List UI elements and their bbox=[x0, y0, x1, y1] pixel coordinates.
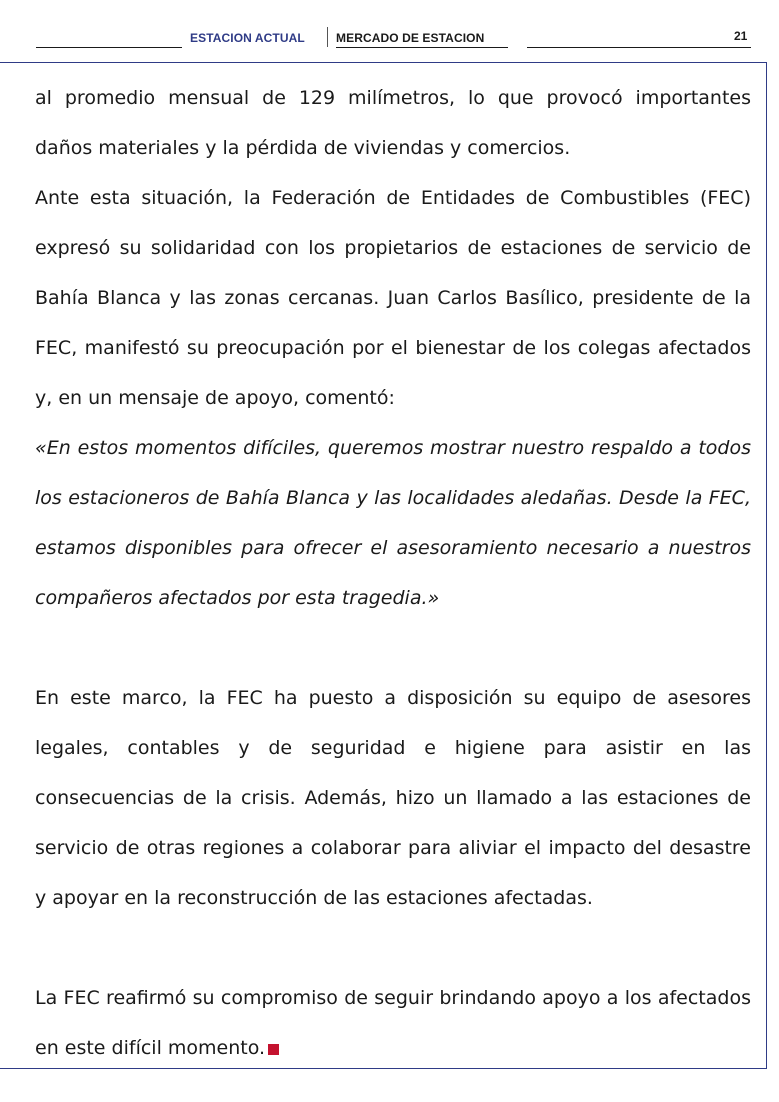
paragraph-1: al promedio mensual de 129 milímetros, lo que provocó importantes daños materiales y la pérdida de viviendas y comercios. bbox=[35, 87, 751, 159]
section-title-estacion-actual: ESTACION ACTUAL bbox=[190, 31, 305, 45]
header-rule-middle bbox=[336, 47, 508, 48]
end-of-article-icon bbox=[268, 1044, 279, 1055]
paragraph-2: Ante esta situación, la Federación de Entidades de Combustibles (FEC) expresó su solidaridad con los propietarios de estaciones de servicio de Bahía Blanca y las zonas cercanas. Juan Carlos Basílico, presidente de la FEC, manifestó su preocupación por el bienestar de los colegas afectados y, en un mensaje de apoyo, comentó: bbox=[35, 187, 751, 409]
paragraph-4: En este marco, la FEC ha puesto a disposición su equipo de asesores legales, contables y de seguridad e higiene para asistir en las consecuencias de la crisis. Además, hizo un llamado a las estaciones de servicio de otras regiones a colaborar para aliviar el impacto del desastre y apoyar en la reconstrucción de las estaciones afectadas. bbox=[35, 687, 751, 909]
section-title-mercado: MERCADO DE ESTACION bbox=[336, 31, 485, 45]
paragraph-5 bbox=[35, 973, 751, 1073]
header-rule-left bbox=[36, 47, 182, 48]
article-body bbox=[35, 73, 751, 1073]
paragraph-5-text: La FEC reafirmó su compromiso de seguir brindando apoyo a los afectados en este difícil momento. bbox=[35, 987, 751, 1059]
page-header bbox=[0, 0, 779, 62]
header-rule-right bbox=[527, 47, 751, 48]
quote-paragraph: «En estos momentos difíciles, queremos mostrar nuestro respaldo a todos los estacioneros de Bahía Blanca y las localidades aledañas. Desde la FEC, estamos disponibles para ofrecer el asesoramiento necesario a nuestros compañeros afectados por esta tragedia.» bbox=[35, 437, 751, 609]
page-number: 21 bbox=[734, 29, 748, 43]
header-divider bbox=[327, 27, 328, 47]
